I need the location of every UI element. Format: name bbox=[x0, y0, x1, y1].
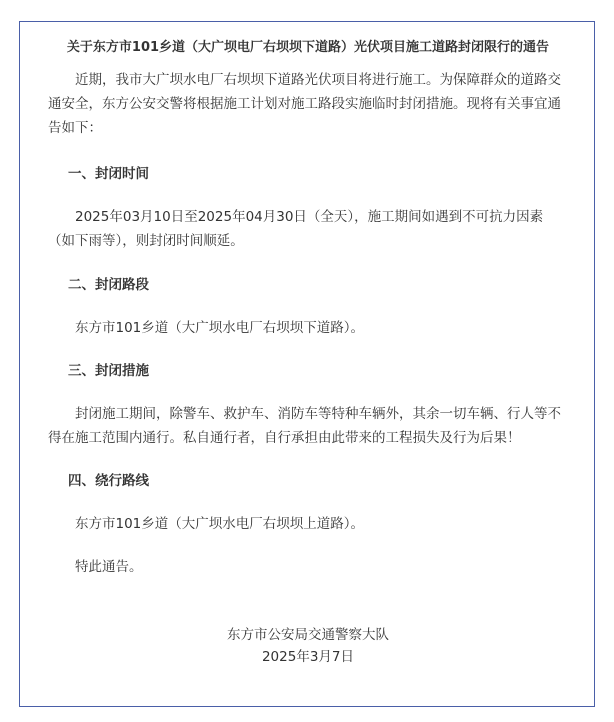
section-heading-closure-time: 一、封闭时间 bbox=[68, 166, 149, 182]
section-body-closure-measures: 封闭施工期间，除警车、救护车、消防车等特种车辆外，其余一切车辆、行人等不得在施工范围内通行。私自通行者，自行承担由此带来的工程损失及行为后果！ bbox=[48, 406, 561, 446]
closing-statement: 特此通告。 bbox=[75, 559, 143, 575]
notice-frame bbox=[19, 21, 595, 707]
section-heading-detour-route: 四、绕行路线 bbox=[68, 473, 149, 489]
section-body-closed-road: 东方市101乡道（大广坝水电厂右坝坝下道路）。 bbox=[75, 320, 365, 336]
section-heading-closure-measures: 三、封闭措施 bbox=[68, 363, 149, 379]
issue-date: 2025年3月7日 bbox=[261, 649, 355, 665]
intro-paragraph: 近期，我市大广坝水电厂右坝坝下道路光伏项目将进行施工。为保障群众的道路交通安全，东方公安交警将根据施工计划对施工路段实施临时封闭措施。现将有关事宜通告如下： bbox=[48, 72, 561, 136]
section-heading-closed-road: 二、封闭路段 bbox=[68, 277, 149, 293]
notice-title: 关于东方市101乡道（大广坝电厂右坝坝下道路）光伏项目施工道路封闭限行的通告 bbox=[66, 40, 550, 55]
section-body-detour-route: 东方市101乡道（大广坝水电厂右坝坝上道路）。 bbox=[75, 516, 365, 532]
section-body-closure-time: 2025年03月10日至2025年04月30日（全天），施工期间如遇到不可抗力因素（如下雨等），则封闭时间顺延。 bbox=[48, 209, 544, 249]
issuer-name: 东方市公安局交通警察大队 bbox=[227, 627, 389, 643]
